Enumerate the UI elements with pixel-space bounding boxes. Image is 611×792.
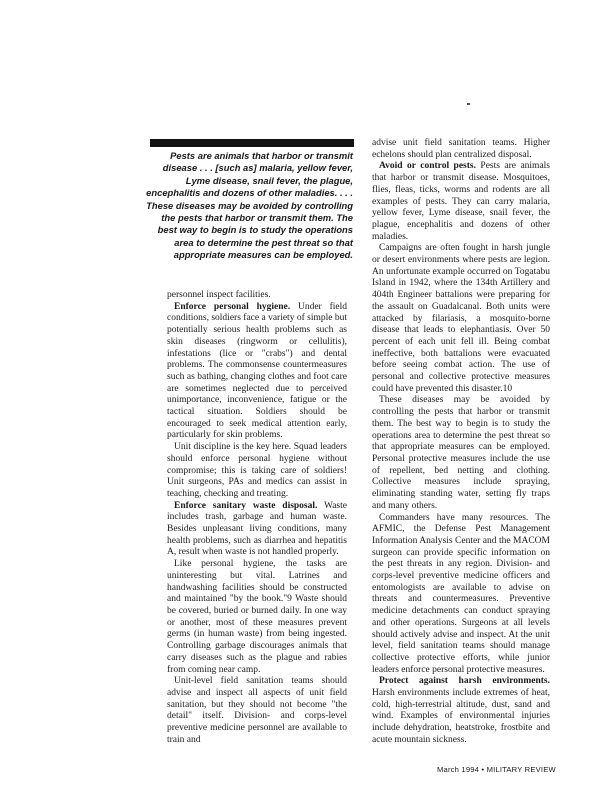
paragraph: advise unit field sanitation teams. Higher echelons should plan centralized disposal. xyxy=(372,138,550,160)
paragraph: Unit discipline is the key here. Squad leaders should enforce personal hygiene without compromise; this is taking care of soldiers! Unit surgeons, PAs and medics can assist in teaching, checking and treating. xyxy=(167,442,347,499)
paragraph xyxy=(167,302,347,442)
paragraph: Campaigns are often fought in harsh jungle or desert environments where pests are legion. An unfortunate example occurred on Togatabu Island in 1942, where the 134th Artillery and 404th Engineer battalions were preparing for the assault on Guadalcanal. Both units were attacked by filariasis, a mosquito-borne disease that leads to elephantiasis. Over 50 percent of each unit fell ill. Being combat ineffective, both battalions were evacuated before seeing combat action. The use of personal and collective protective measures could have prevented this disaster.10 xyxy=(372,243,550,394)
left-column xyxy=(167,290,347,746)
paragraph: These diseases may be avoided by controlling the pests that harbor or transmit them. The best way to begin is to study the operations area to determine the pest threat so that appropriate measures can be employed. Personal protective measures include the use of repellent, bed netting and clothing. Collective measures include spraying, eliminating standing water, setting fly traps and many others. xyxy=(372,395,550,511)
paragraph-body: Harsh environments include extremes of heat, cold, high-terrestrial altitude, dust, sand and wind. Examples of environmental injuries include dehydration, heatstroke, frostbite and acute mountain sickness. xyxy=(372,688,550,745)
section-heading: Enforce sanitary waste disposal. xyxy=(174,500,318,511)
paragraph xyxy=(372,676,550,746)
section-heading: Enforce personal hygiene. xyxy=(174,301,291,312)
section-heading: Protect against harsh environments. xyxy=(379,676,550,687)
paragraph-body: Under field conditions, soldiers face a variety of simple but potentially serious health problems such as skin diseases (ringworm or cellulitis), infestations (lice or "crabs") and dental problems. The commonsense countermeasures such as bathing, changing clothes and foot care are sometimes neglected due to perceived unimportance, inconvenience, fatigue or the tactical situation. Soldiers should be encouraged to seek medical attention early, particularly for skin problems. xyxy=(167,301,347,441)
paragraph: personnel inspect facilities. xyxy=(167,290,271,300)
paragraph: Like personal hygiene, the tasks are uninteresting but vital. Latrines and handwashing facilities should be constructed and maintained "by the book."9 Waste should be covered, buried or burned daily. In one way or another, most of these measures prevent germs (in human waste) from being ingested. Controlling garbage discourages animals that carry diseases such as the plague and rabies from coming near camp. xyxy=(167,559,347,675)
paragraph xyxy=(372,161,550,243)
paragraph-body: Pests are animals that harbor or transmit disease. Mosquitoes, flies, fleas, ticks, worms and rodents are all examples of pests. They can carry malaria, yellow fever, Lyme disease, snail fever, the plague, encephalitis and dozens of other maladies. xyxy=(372,161,550,242)
section-heading: Avoid or control pests. xyxy=(379,161,476,172)
paragraph-body: Waste includes trash, garbage and human waste. Besides unpleasant living conditions, many health problems, such as diarrhea and hepatitis A, result when waste is not handled properly. xyxy=(167,500,347,558)
scan-speck xyxy=(467,103,470,105)
paragraph xyxy=(167,501,347,560)
page-footer: March 1994 • MILITARY REVIEW xyxy=(437,765,556,774)
pull-quote: Pests are animals that harbor or transmit disease . . . [such as] malaria, yellow fever, Lyme disease, snail fever, the plague, encephalitis and dozens of other maladies. . . . These diseases may be avoided by controlling the pests that harbor or transmit them. The best way to begin is to study the operations area to determine the pest threat so that appropriate measures can be employed. xyxy=(146,150,353,261)
paragraph: Commanders have many resources. The AFMIC, the Defense Pest Management Information Analysis Center and the MACOM surgeon can provide specific information on the pest threats in any region. Division- and corps-level preventive medicine officers and entomologists are available to advise on threats and countermeasures. Preventive medicine detachments can conduct spraying and other operations. Surgeons at all levels should actively advise and inspect. At the unit level, field sanitation teams should manage collective protective efforts, while junior leaders enforce personal protective measures. xyxy=(372,512,550,675)
pull-quote-rule xyxy=(150,139,354,147)
right-column xyxy=(372,138,550,747)
paragraph: Unit-level field sanitation teams should advise and inspect all aspects of unit field sanitation, but they should not become "the detail" itself. Division- and corps-level preventive medicine personnel are available to train and xyxy=(167,676,347,745)
